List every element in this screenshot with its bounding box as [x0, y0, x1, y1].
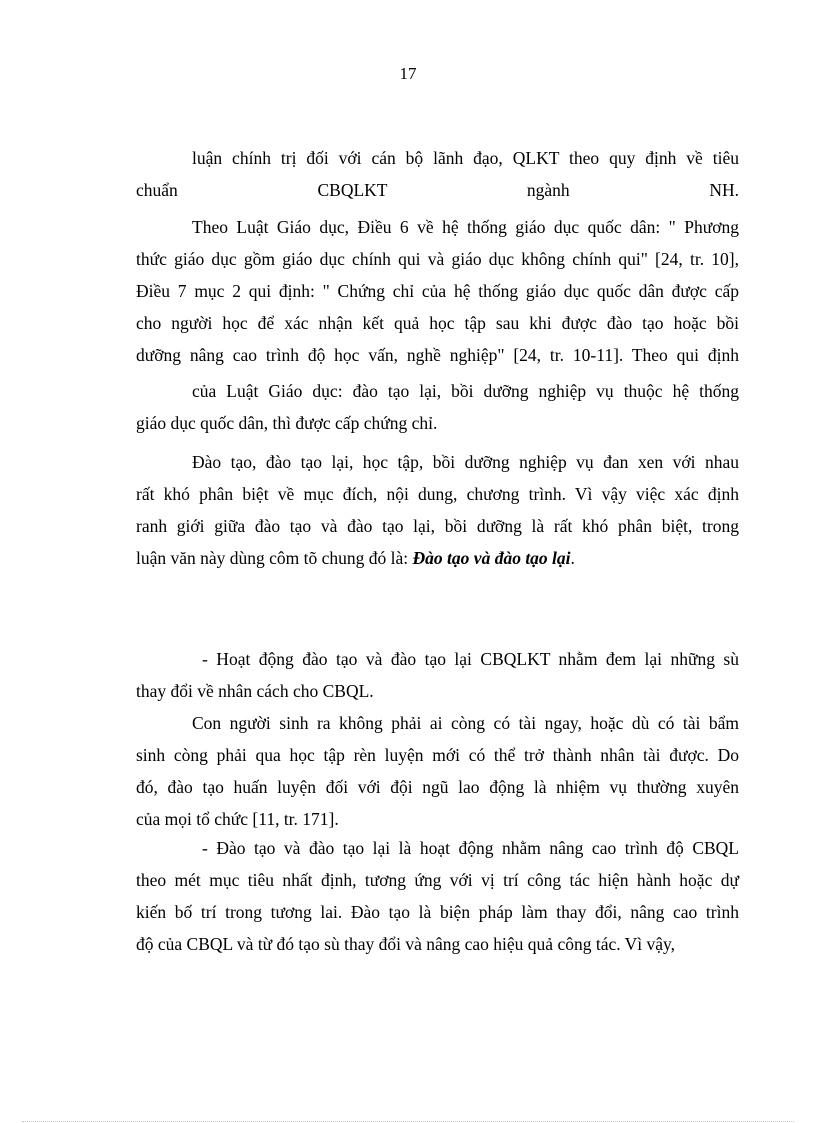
paragraph-education-law	[136, 211, 739, 371]
paragraph-definition	[136, 446, 739, 574]
paragraph-criteria	[136, 142, 739, 206]
text-line: chuẩn CBQLKT ngành NH.	[136, 180, 739, 200]
text-fragment: .	[570, 548, 575, 568]
text-line: dưỡng nâng cao trình độ học vấn, nghề nghiệp" [24, tr. 10-11]. Theo qui định	[136, 345, 739, 365]
text-line: độ của CBQL và từ đó tạo sù thay đổi và nâng cao hiệu quả công tác. Vì vậy,	[136, 934, 676, 954]
text-line: thay đổi về nhân cách cho CBQL.	[136, 681, 374, 701]
text-fragment: luận văn này dùng côm tõ chung đó là:	[136, 548, 413, 568]
text-line: Theo Luật Giáo dục, Điều 6 về hệ thống giáo dục quốc dân: " Phương	[192, 217, 739, 237]
text-line: Điều 7 mục 2 qui định: " Chứng chỉ của hệ thống giáo dục quốc dân được cấp	[136, 281, 739, 301]
text-line: - Đào tạo và đào tạo lại là hoạt động nhằm nâng cao trình độ CBQL	[202, 838, 739, 858]
paragraph-certificate	[136, 375, 739, 439]
text-line: rất khó phân biệt về mục đích, nội dung, chương trình. Vì vậy việc xác định	[136, 484, 739, 504]
text-line: cho người học để xác nhận kết quả học tập sau khi được đào tạo hoặc bồi	[136, 313, 739, 333]
text-line: sinh còng phải qua học tập rèn luyện mới có thể trở thành nhân tài được. Do	[136, 745, 739, 765]
text-line: luận chính trị đối với cán bộ lãnh đạo, QLKT theo quy định về tiêu	[192, 148, 739, 168]
text-line: Con người sinh ra không phải ai còng có tài ngay, hoặc dù có tài bẩm	[192, 713, 739, 733]
text-line: thức giáo dục gồm giáo dục chính qui và giáo dục không chính qui" [24, tr. 10],	[136, 249, 739, 269]
text-line	[136, 542, 739, 574]
text-line: đó, đào tạo huấn luyện đối với đội ngũ lao động là nhiệm vụ thường xuyên	[136, 777, 739, 797]
paragraph-improvement	[136, 832, 739, 960]
text-line: ranh giới giữa đào tạo và đào tạo lại, bồi dưỡng là rất khó phân biệt, trong	[136, 516, 739, 536]
emphasized-term: Đào tạo và đào tạo lại	[412, 548, 571, 568]
text-line: kiến bố trí trong tương lai. Đào tạo là biện pháp làm thay đổi, nâng cao trình	[136, 902, 739, 922]
text-line: của Luật Giáo dục: đào tạo lại, bồi dưỡng nghiệp vụ thuộc hệ thống	[192, 381, 739, 401]
text-line: Đào tạo, đào tạo lại, học tập, bồi dưỡng nghiệp vụ đan xen với nhau	[192, 452, 739, 472]
text-line: giáo dục quốc dân, thì được cấp chứng chỉ.	[136, 413, 438, 433]
text-line: theo mét mục tiêu nhất định, tương ứng với vị trí công tác hiện hành hoặc dự	[136, 870, 739, 890]
page-number: 17	[399, 64, 417, 83]
text-line: của mọi tổ chức [11, tr. 171].	[136, 809, 339, 829]
page-bottom-divider	[22, 1121, 794, 1122]
paragraph-talent	[136, 707, 739, 835]
paragraph-role	[136, 643, 739, 707]
text-line: - Hoạt động đào tạo và đào tạo lại CBQLKT nhằm đem lại những sù	[202, 649, 739, 669]
